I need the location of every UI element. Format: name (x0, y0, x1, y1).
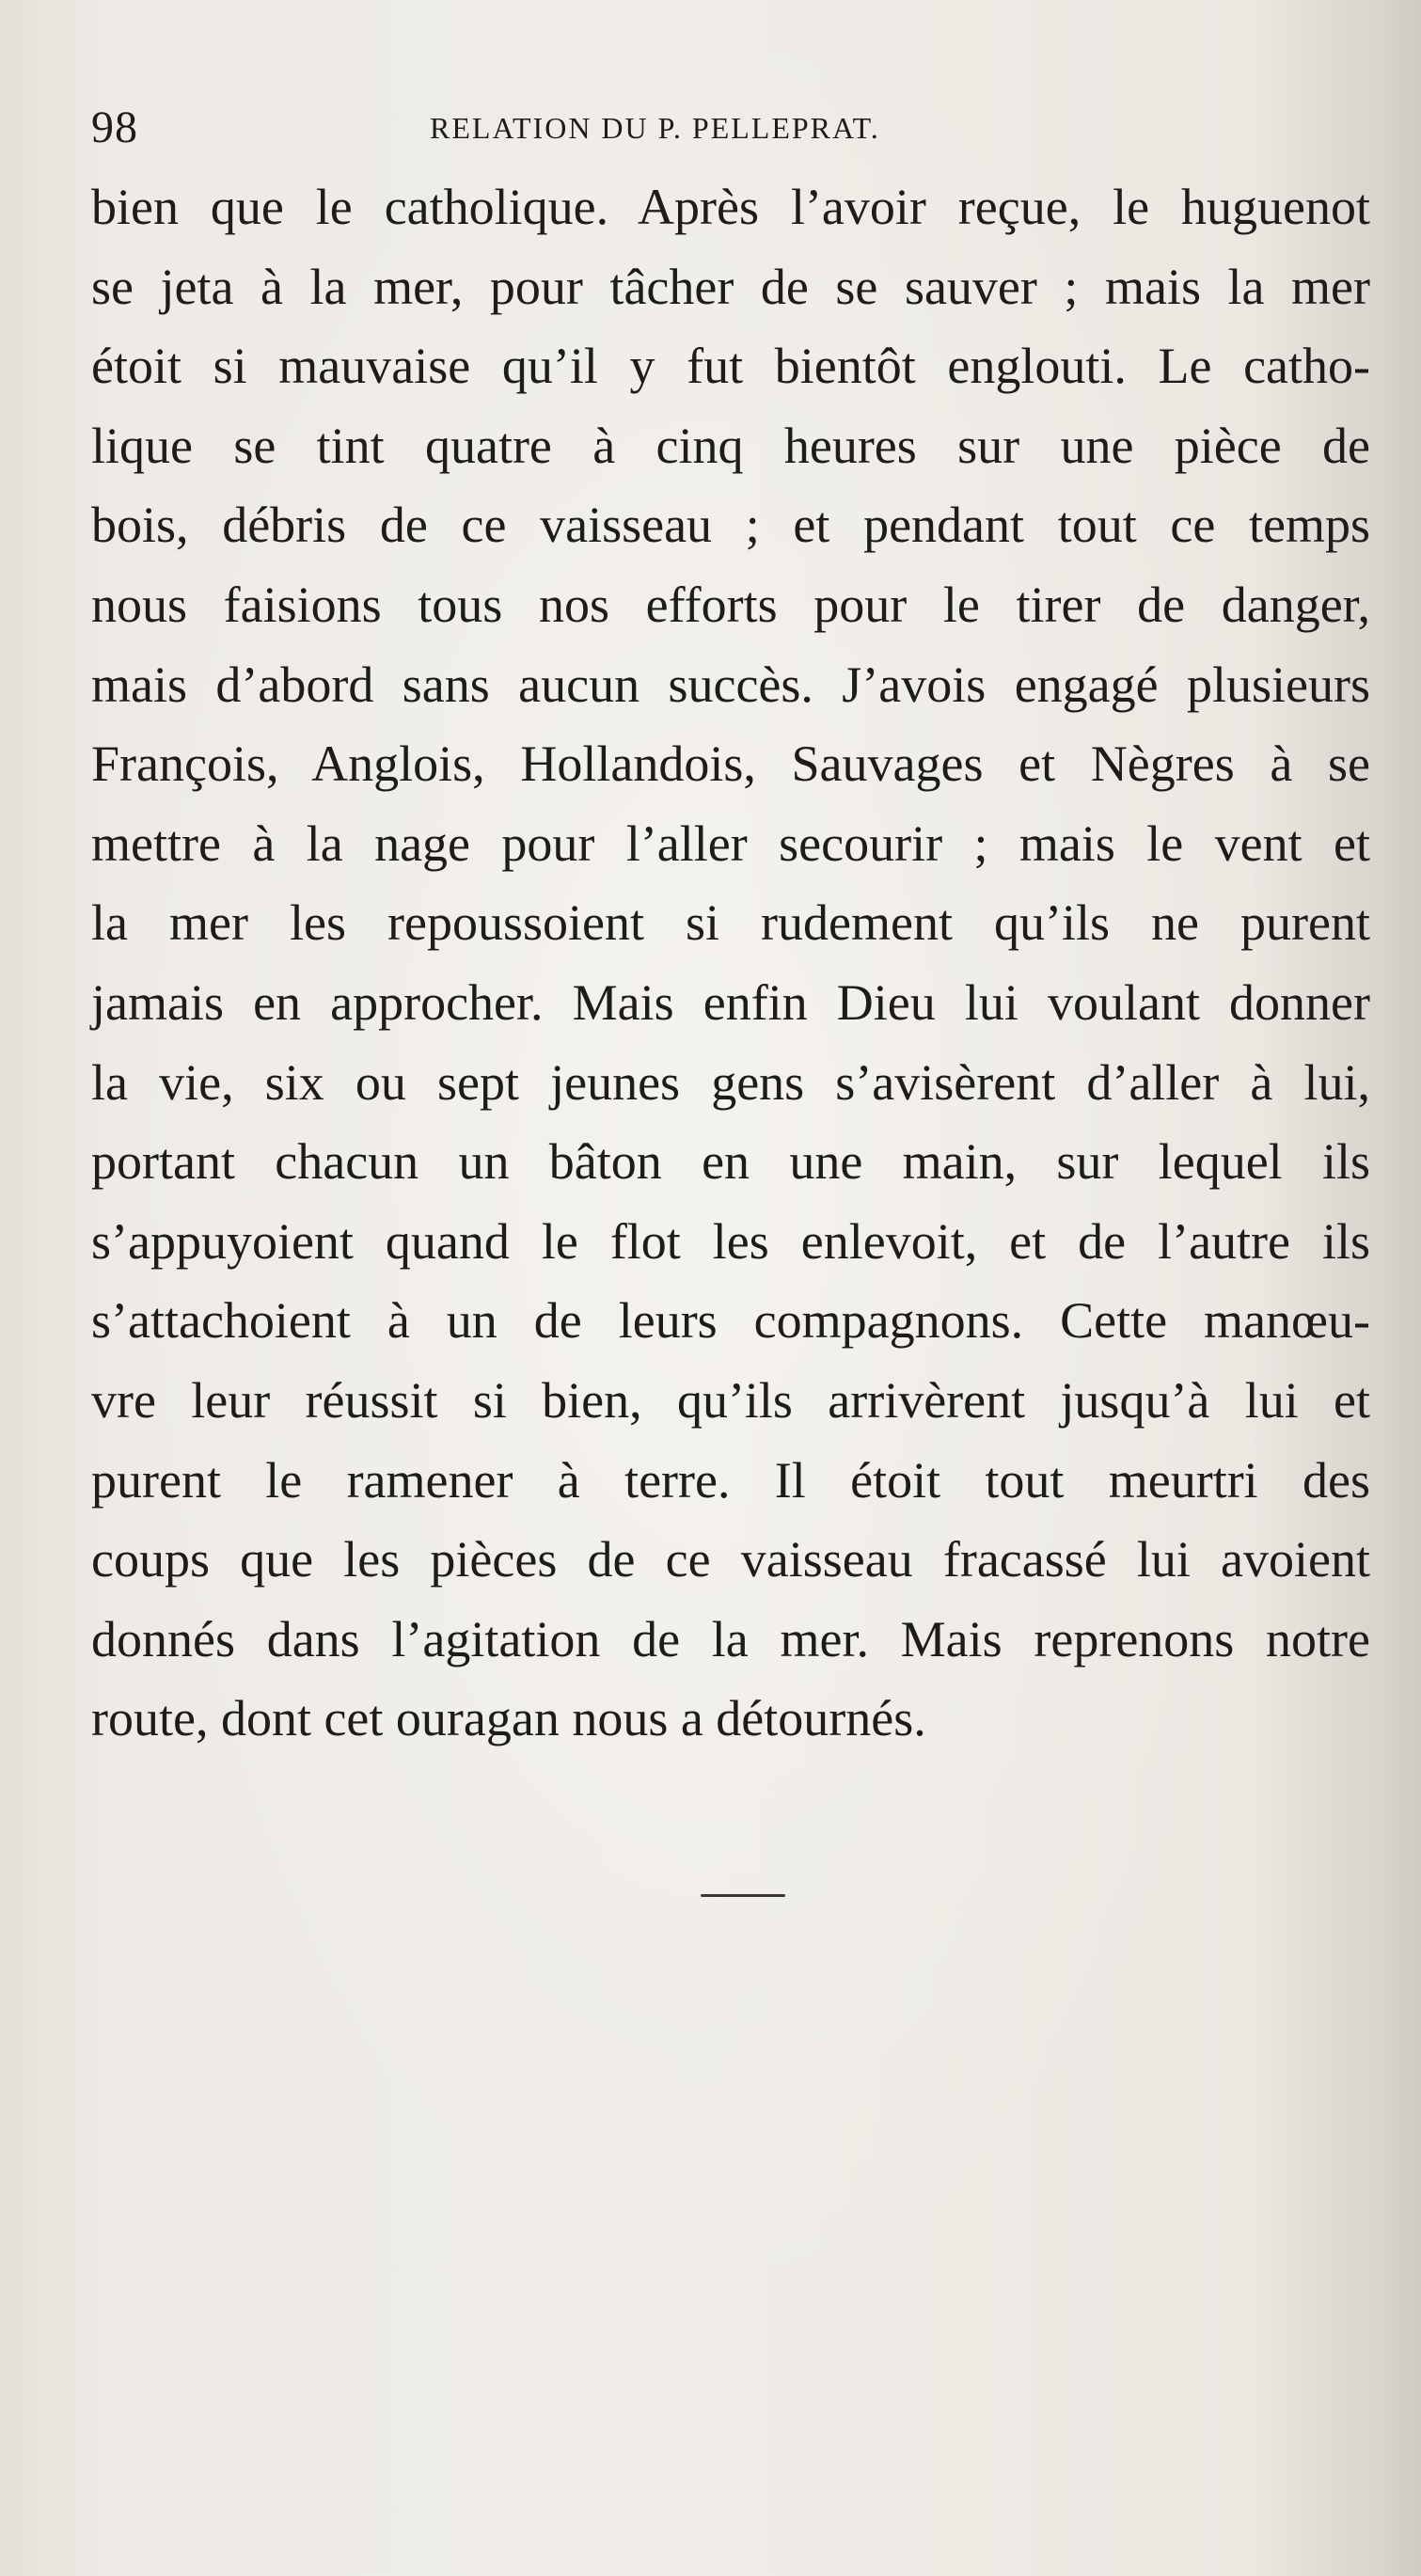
text-line-18: coups que les pièces de ce vaisseau fracassé lui avoient (91, 1531, 1370, 1588)
text-line-14: s’appuyoient quand le flot les enlevoit, et de l’autre ils (91, 1212, 1370, 1270)
text-line-17: purent le ramener à terre. Il étoit tout meurtri des (91, 1451, 1370, 1509)
text-line-2: se jeta à la mer, pour tâcher de se sauver ; mais la mer (91, 258, 1370, 315)
text-line-1: bien que le catholique. Après l’avoir reçue, le huguenot (91, 179, 1370, 235)
text-line-8: François, Anglois, Hollandois, Sauvages et Nègres à se (91, 735, 1370, 793)
section-end-rule (701, 1894, 785, 1897)
text-line-7: mais d’abord sans aucun succès. J’avois engagé plusieurs (91, 656, 1370, 713)
reverse-side-bleed-through (132, 1665, 1335, 2323)
running-head (91, 102, 1365, 158)
running-title: RELATION DU P. PELLEPRAT. (430, 111, 880, 145)
text-line-11: jamais en approcher. Mais enfin Dieu lui voulant donner (91, 973, 1370, 1031)
text-line-13: portant chacun un bâton en une main, sur lequel ils (91, 1133, 1370, 1191)
text-line-20: route, dont cet ouragan nous a détournés. (91, 1690, 926, 1747)
text-line-4: lique se tint quatre à cinq heures sur une pièce de (91, 417, 1370, 474)
text-line-15: s’attachoient à un de leurs compagnons. Cette manœu- (91, 1292, 1370, 1350)
text-line-5: bois, débris de ce vaisseau ; et pendant tout ce temps (91, 497, 1370, 554)
body-text (91, 167, 1370, 1759)
text-line-3: étoit si mauvaise qu’il y fut bientôt englouti. Le catho- (91, 338, 1370, 395)
text-line-12: la vie, six ou sept jeunes gens s’avisèrent d’aller à lui, (91, 1053, 1370, 1111)
text-line-9: mettre à la nage pour l’aller secourir ; mais le vent et (91, 814, 1370, 872)
text-line-19: donnés dans l’agitation de la mer. Mais reprenons notre (91, 1610, 1370, 1667)
page-number: 98 (91, 103, 138, 152)
text-line-10: la mer les repoussoient si rudement qu’ils ne purent (91, 894, 1370, 952)
text-line-6: nous faisions tous nos efforts pour le tirer de danger, (91, 576, 1370, 633)
text-line-16: vre leur réussit si bien, qu’ils arrivèrent jusqu’à lui et (91, 1371, 1370, 1429)
